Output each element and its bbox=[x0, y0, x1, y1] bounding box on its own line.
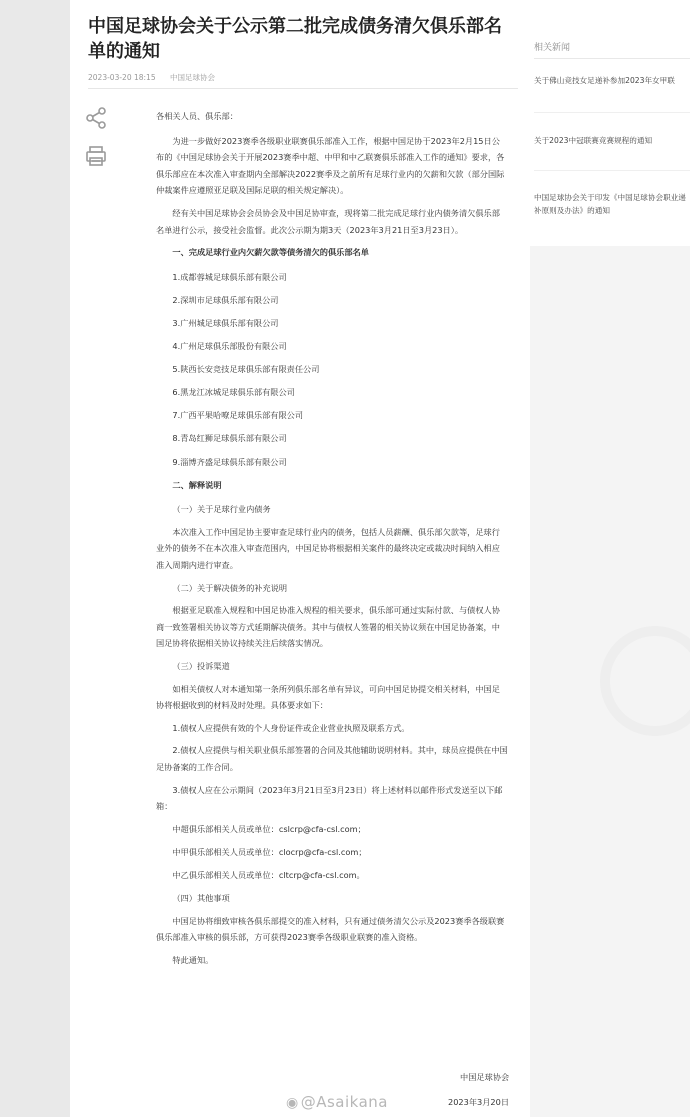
related-news-link[interactable]: 关于2023中冠联赛竞赛规程的通知 bbox=[534, 136, 653, 145]
article-source: 中国足球协会 bbox=[169, 73, 215, 82]
subheading-other: （四）其他事项 bbox=[172, 892, 230, 903]
related-news-link[interactable]: 中国足球协会关于印发《中国足球协会职业递补原则及办法》的通知 bbox=[534, 193, 686, 215]
section-club-list: 一、完成足球行业内欠薪欠款等债务清欠的俱乐部名单 bbox=[172, 247, 369, 258]
paragraph-complaints: 如相关债权人对本通知第一条所列俱乐部名单有异议，可向中国足协提交相关材料，中国足协将根据收到的材料及时处理。具体要求如下： bbox=[156, 683, 500, 711]
news-divider bbox=[534, 170, 690, 171]
email-line-csl: 中超俱乐部相关人员或单位：cslcrp@cfa-csl.com； bbox=[172, 823, 366, 834]
print-icon[interactable] bbox=[84, 144, 108, 168]
club-item: 3.广州城足球俱乐部有限公司 bbox=[172, 317, 279, 328]
section-explanation: 二、解释说明 bbox=[172, 479, 222, 490]
signature-date: 2023年3月20日 bbox=[448, 1097, 510, 1107]
club-item: 5.陕西长安竞技足球俱乐部有限责任公司 bbox=[172, 364, 320, 375]
email-line-cl1: 中甲俱乐部相关人员或单位：clocrp@cfa-csl.com； bbox=[172, 846, 367, 857]
title-divider bbox=[88, 88, 518, 89]
news-divider bbox=[534, 112, 690, 113]
watermark-handle: @Asaikana bbox=[300, 1093, 388, 1111]
paragraph-review: 经有关中国足球协会会员协会及中国足协审查，现将第二批完成足球行业内债务清欠俱乐部名单进行公示，接受社会监督。此次公示期为期3天（2023年3月21日至3月23日）。 bbox=[156, 207, 500, 235]
requirement-item: 1.债权人应提供有效的个人身份证件或企业营业执照及联系方式。 bbox=[172, 722, 410, 733]
requirement-item: 3.债权人应在公示期间（2023年3月21日至3月23日）将上述材料以邮件形式发送至以下邮箱： bbox=[156, 784, 503, 812]
left-margin bbox=[0, 0, 70, 1117]
sidebar-divider bbox=[534, 58, 690, 59]
article-meta bbox=[88, 72, 227, 83]
paragraph-industry-debt: 本次准入工作中国足协主要审查足球行业内的债务，包括人员薪酬、俱乐部欠款等，足球行业外的债务不在本次准入审查范围内，中国足协将根据相关案件的最终决定或裁决时间纳入相应准入周期内进行审查。 bbox=[156, 526, 500, 570]
closing-text: 特此通知。 bbox=[172, 954, 214, 965]
subheading-complaints: （三）投诉渠道 bbox=[172, 660, 230, 671]
related-news-link[interactable]: 关于佛山竞技女足递补参加2023年女甲联 bbox=[534, 76, 675, 85]
cfa-logo-watermark bbox=[600, 626, 690, 736]
greeting: 各相关人员、俱乐部： bbox=[156, 111, 238, 121]
requirement-item: 2.债权人应提供与相关职业俱乐部签署的合同及其他辅助说明材料。其中，球员应提供在中国足协备案的工作合同。 bbox=[156, 745, 508, 772]
paragraph-supplement: 根据亚足联准入规程和中国足协准入规程的相关要求，俱乐部可通过实际付款、与债权人协商一致签署相关协议等方式延期解决债务。其中与债权人签署的相关协议须在中国足协备案，中国足协将依据相关协议持续关注后续落实情况。 bbox=[156, 605, 500, 649]
subheading-industry-debt: （一）关于足球行业内债务 bbox=[172, 504, 271, 515]
share-icon[interactable] bbox=[84, 106, 108, 130]
club-item: 2.深圳市足球俱乐部有限公司 bbox=[172, 294, 279, 305]
paragraph-other: 中国足协将细致审核各俱乐部提交的准入材料，只有通过债务清欠公示及2023赛季各级联赛俱乐部准入审核的俱乐部，方可获得2023赛季各级职业联赛的准入资格。 bbox=[156, 915, 505, 943]
signature-organization: 中国足球协会 bbox=[460, 1072, 510, 1082]
weibo-icon: ◉ bbox=[286, 1095, 299, 1111]
club-item: 9.淄博齐盛足球俱乐部有限公司 bbox=[172, 456, 287, 467]
article-title: 中国足球协会关于公示第二批完成债务清欠俱乐部名单的通知 bbox=[88, 16, 502, 62]
club-item: 1.成都蓉城足球俱乐部有限公司 bbox=[172, 271, 287, 282]
related-news-heading: 相关新闻 bbox=[534, 43, 571, 53]
club-item: 6.黑龙江冰城足球俱乐部有限公司 bbox=[172, 387, 295, 398]
weibo-watermark bbox=[286, 1093, 388, 1111]
email-line-cl2: 中乙俱乐部相关人员或单位：cltcrp@cfa-csl.com。 bbox=[172, 869, 365, 880]
club-item: 8.青岛红狮足球俱乐部有限公司 bbox=[172, 433, 287, 444]
club-item: 4.广州足球俱乐部股份有限公司 bbox=[172, 341, 287, 352]
article-date: 2023-03-20 18:15 bbox=[88, 73, 156, 82]
subheading-supplement: （二）关于解决债务的补充说明 bbox=[172, 582, 288, 593]
sidebar-background-panel bbox=[530, 246, 690, 1117]
paragraph-intro: 为进一步做好2023赛季各级职业联赛俱乐部准入工作，根据中国足协于2023年2月15日公布的《中国足球协会关于开展2023赛季中超、中甲和中乙联赛俱乐部准入工作的通知》要求，各俱乐部应在本次准入审查期内全部解决2022赛季及之前所有足球行业内的欠薪和欠款（部分国际仲裁案件应遵照亚足联及国际足联的相关规定解决）。 bbox=[156, 135, 505, 196]
article-panel bbox=[70, 0, 524, 1117]
club-item: 7.广西平果哈嘹足球俱乐部有限公司 bbox=[172, 410, 304, 421]
article-body bbox=[156, 108, 508, 974]
related-news-sidebar bbox=[524, 0, 690, 1117]
